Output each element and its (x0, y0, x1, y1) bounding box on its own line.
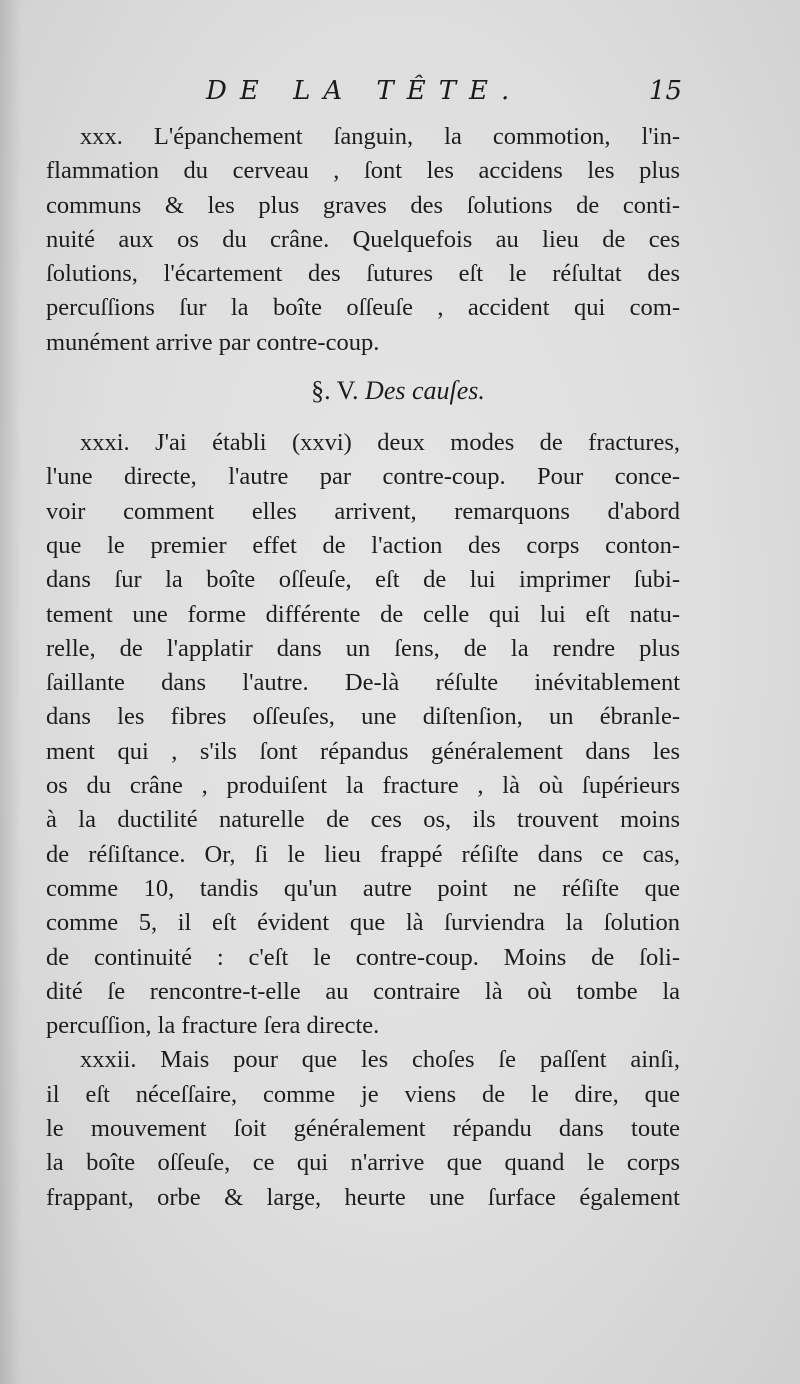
text-line: comme 10, tandis qu'un autre point ne réſiſte que (46, 874, 680, 902)
text-line: percuſſion, la fracture ſera directe. (46, 1012, 380, 1040)
text-line: tement une forme différente de celle qui lui eſt natu- (46, 600, 680, 628)
text-line: dans les fibres oſſeuſes, une diſtenſion, un ébranle- (46, 703, 680, 731)
section-heading (46, 362, 680, 420)
text-line: percuſſions ſur la boîte oſſeuſe , accident qui com- (46, 294, 680, 322)
paragraph-xxxi (46, 426, 680, 1043)
text-line: nuité aux os du crâne. Quelquefois au lieu de ces (46, 225, 680, 253)
running-head (46, 74, 682, 114)
text-line: xxxi. J'ai établi (xxvi) deux modes de fractures, (80, 429, 680, 457)
text-line: ſolutions, l'écartement des ſutures eſt le réſultat des (46, 260, 680, 288)
text-line: de réſiſtance. Or, ſi le lieu frappé réſiſte dans ce cas, (46, 840, 680, 868)
text-line: l'une directe, l'autre par contre-coup. Pour conce- (46, 463, 680, 491)
text-line: xxx. L'épanchement ſanguin, la commotion, l'in- (80, 123, 680, 150)
text-line: xxxii. Mais pour que les choſes ſe paſſent ainſi, (80, 1046, 680, 1074)
paragraph-xxx (46, 120, 680, 360)
text-line: la boîte oſſeuſe, ce qui n'arrive que quand le corps (46, 1149, 680, 1177)
main-text (46, 120, 680, 1215)
section-number: §. V. (311, 376, 359, 406)
paragraph-xxxii (46, 1043, 680, 1214)
text-line: dité ſe rencontre-t-elle au contraire là où tombe la (46, 977, 680, 1005)
text-line: relle, de l'applatir dans un ſens, de la rendre plus (46, 634, 680, 662)
text-line: le mouvement ſoit généralement répandu dans toute (46, 1115, 680, 1143)
running-title: DE LA TÊTE. (206, 76, 523, 106)
text-line: munément arrive par contre-coup. (46, 328, 380, 356)
page-number: 15 (648, 76, 682, 106)
text-line: os du crâne , produiſent la fracture , là où ſupérieurs (46, 772, 680, 800)
section-title: Des cauſes. (365, 376, 485, 406)
page-gutter-shadow (0, 0, 22, 1384)
text-line: frappant, orbe & large, heurte une ſurface également (46, 1183, 680, 1211)
text-line: de continuité : c'eſt le contre-coup. Moins de ſoli- (46, 943, 680, 971)
text-line: que le premier effet de l'action des corps conton- (46, 531, 680, 559)
text-line: ſaillante dans l'autre. De-là réſulte inévitablement (46, 669, 680, 697)
text-line: voir comment elles arrivent, remarquons d'abord (46, 497, 680, 525)
text-line: ment qui , s'ils ſont répandus généralement dans les (46, 737, 680, 765)
text-line: dans ſur la boîte oſſeuſe, eſt de lui imprimer ſubi- (46, 566, 680, 594)
text-line: flammation du cerveau , ſont les accidens les plus (46, 157, 680, 185)
text-line: il eſt néceſſaire, comme je viens de le dire, que (46, 1080, 680, 1108)
text-line: à la ductilité naturelle de ces os, ils trouvent moins (46, 806, 680, 834)
text-line: communs & les plus graves des ſolutions de conti- (46, 191, 680, 219)
text-line: comme 5, il eſt évident que là ſurviendra la ſolution (46, 909, 680, 937)
